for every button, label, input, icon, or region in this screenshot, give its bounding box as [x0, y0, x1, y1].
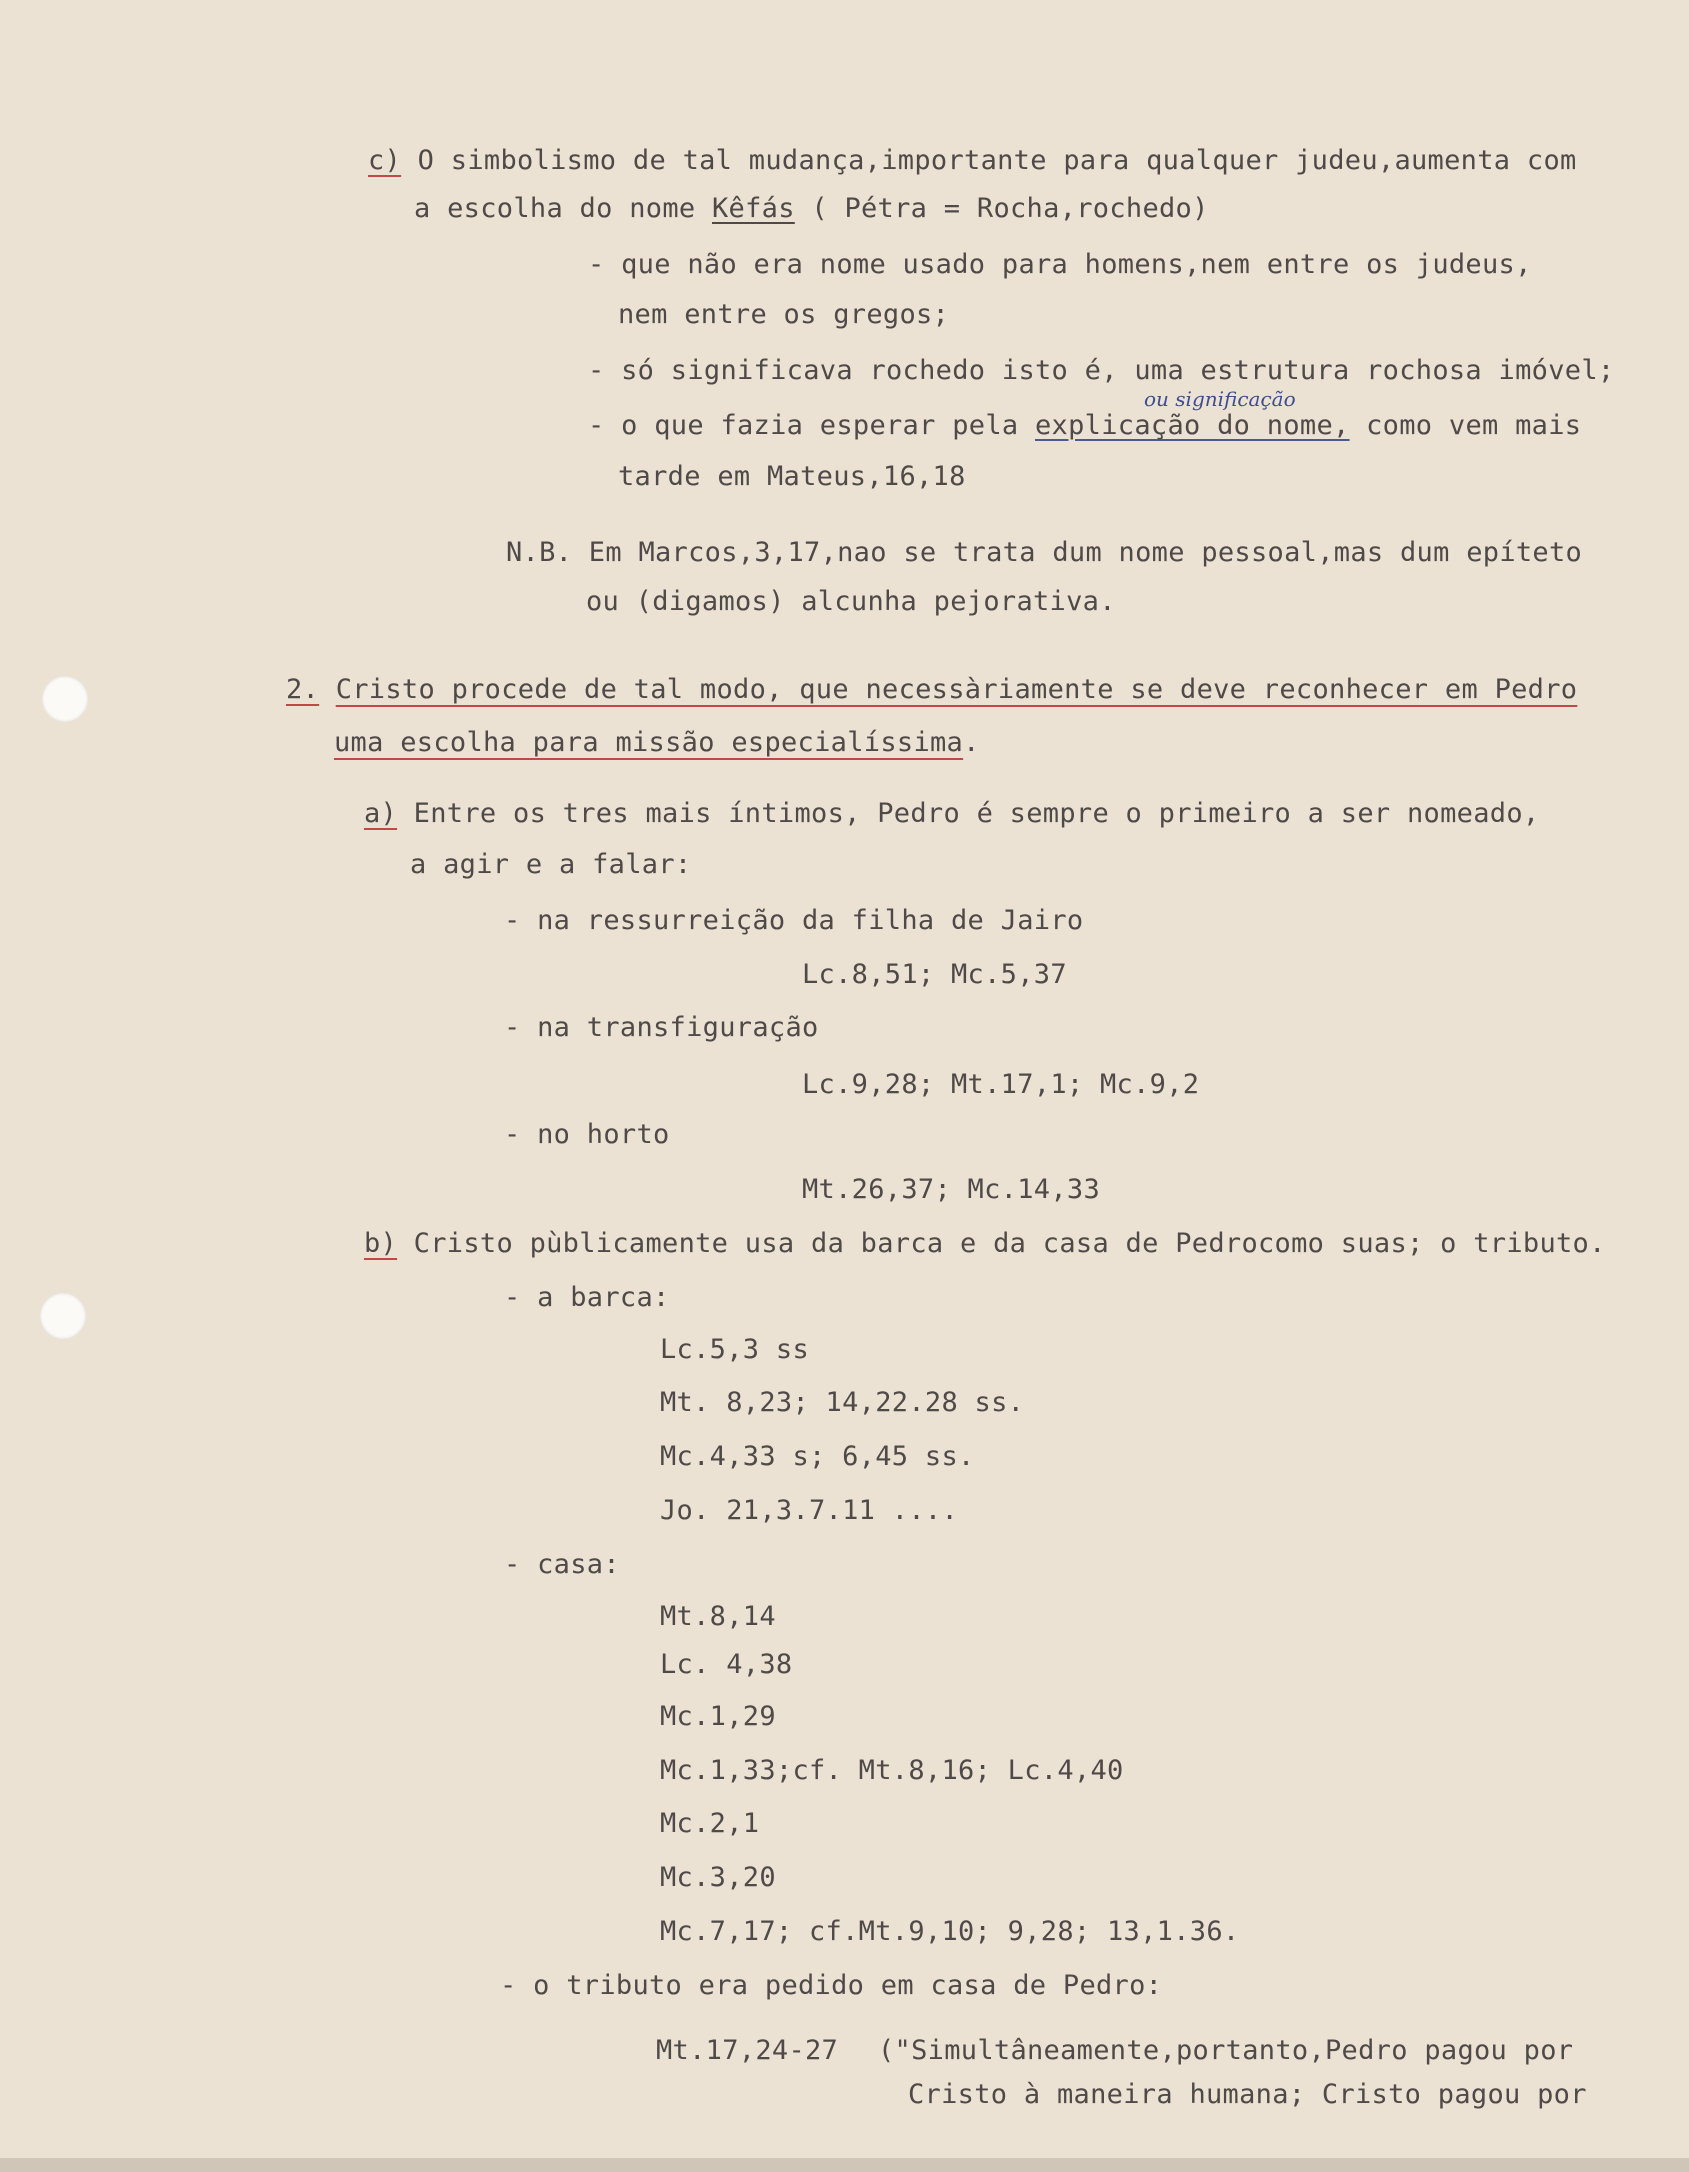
- bullet-3-line-2: tarde em Mateus,16,18: [618, 461, 966, 492]
- section-c-marker: c): [368, 145, 402, 176]
- casa-ref: Mc.3,20: [660, 1862, 776, 1893]
- tributo-quote-line-2: Cristo à maneira humana; Cristo pagou por: [908, 2079, 1587, 2110]
- bullet-1-line-2: nem entre os gregos;: [618, 299, 950, 330]
- subsection-a-line-1: a) Entre os tres mais íntimos, Pedro é sempre o primeiro a ser nomeado,: [364, 798, 1540, 829]
- subsection-a-line-2: a agir e a falar:: [410, 849, 692, 880]
- punch-hole-top: [42, 676, 88, 722]
- ref-horto: Mt.26,37; Mc.14,33: [802, 1174, 1100, 1205]
- barca-ref: Mc.4,33 s; 6,45 ss.: [660, 1441, 975, 1472]
- bullet-2: - só significava rochedo isto é, uma estrutura rochosa imóvel;: [588, 355, 1615, 386]
- ref-jairo: Lc.8,51; Mc.5,37: [802, 959, 1067, 990]
- subsection-a-marker: a): [364, 798, 398, 829]
- item-transfiguracao: - na transfiguração: [504, 1012, 819, 1043]
- section-c-line-1: c) O simbolismo de tal mudança,importante para qualquer judeu,aumenta com: [368, 145, 1577, 176]
- nb-line-1: N.B. Em Marcos,3,17,nao se trata dum nome pessoal,mas dum epíteto: [506, 537, 1583, 568]
- barca-label: - a barca:: [504, 1282, 670, 1313]
- section-2-heading-line-1: 2. Cristo procede de tal modo, que necessàriamente se deve reconhecer em Pedro: [286, 674, 1578, 705]
- barca-ref: Mt. 8,23; 14,22.28 ss.: [660, 1387, 1025, 1418]
- tributo-quote-line-1: ("Simultâneamente,portanto,Pedro pagou por: [878, 2035, 1574, 2066]
- subsection-b-line-1: b) Cristo pùblicamente usa da barca e da casa de Pedrocomo suas; o tributo.: [364, 1228, 1606, 1259]
- explicacao-phrase: explicação do nome,: [1035, 410, 1350, 441]
- barca-ref: Lc.5,3 ss: [660, 1334, 809, 1365]
- punch-hole-bottom: [40, 1293, 86, 1339]
- tributo-label: - o tributo era pedido em casa de Pedro:: [500, 1970, 1163, 2001]
- item-jairo: - na ressurreição da filha de Jairo: [504, 905, 1084, 936]
- bullet-1-line-1: - que não era nome usado para homens,nem entre os judeus,: [588, 249, 1532, 280]
- casa-ref: Mc.1,33;cf. Mt.8,16; Lc.4,40: [660, 1755, 1124, 1786]
- barca-ref: Jo. 21,3.7.11 ....: [660, 1495, 958, 1526]
- casa-ref: Mc.7,17; cf.Mt.9,10; 9,28; 13,1.36.: [660, 1916, 1240, 1947]
- section-2-heading-line-2: uma escolha para missão especialíssima.: [334, 727, 980, 758]
- handwritten-insertion: ou significação: [1144, 387, 1296, 411]
- casa-ref: Mc.2,1: [660, 1808, 760, 1839]
- term-kefas: Kêfás: [712, 193, 795, 224]
- section-c-line-2: a escolha do nome Kêfás ( Pétra = Rocha,rochedo): [414, 193, 1209, 224]
- casa-label: - casa:: [504, 1549, 620, 1580]
- nb-line-2: ou (digamos) alcunha pejorativa.: [586, 586, 1116, 617]
- section-2-marker: 2.: [286, 674, 320, 705]
- paper-edge: [0, 2158, 1689, 2172]
- bullet-3: - o que fazia esperar pela explicação do nome, como vem mais: [588, 410, 1582, 441]
- casa-ref: Lc. 4,38: [660, 1649, 793, 1680]
- item-horto: - no horto: [504, 1119, 670, 1150]
- casa-ref: Mc.1,29: [660, 1701, 776, 1732]
- ref-transfiguracao: Lc.9,28; Mt.17,1; Mc.9,2: [802, 1069, 1200, 1100]
- tributo-ref: Mt.17,24-27: [656, 2035, 839, 2066]
- subsection-b-marker: b): [364, 1228, 398, 1259]
- casa-ref: Mt.8,14: [660, 1601, 776, 1632]
